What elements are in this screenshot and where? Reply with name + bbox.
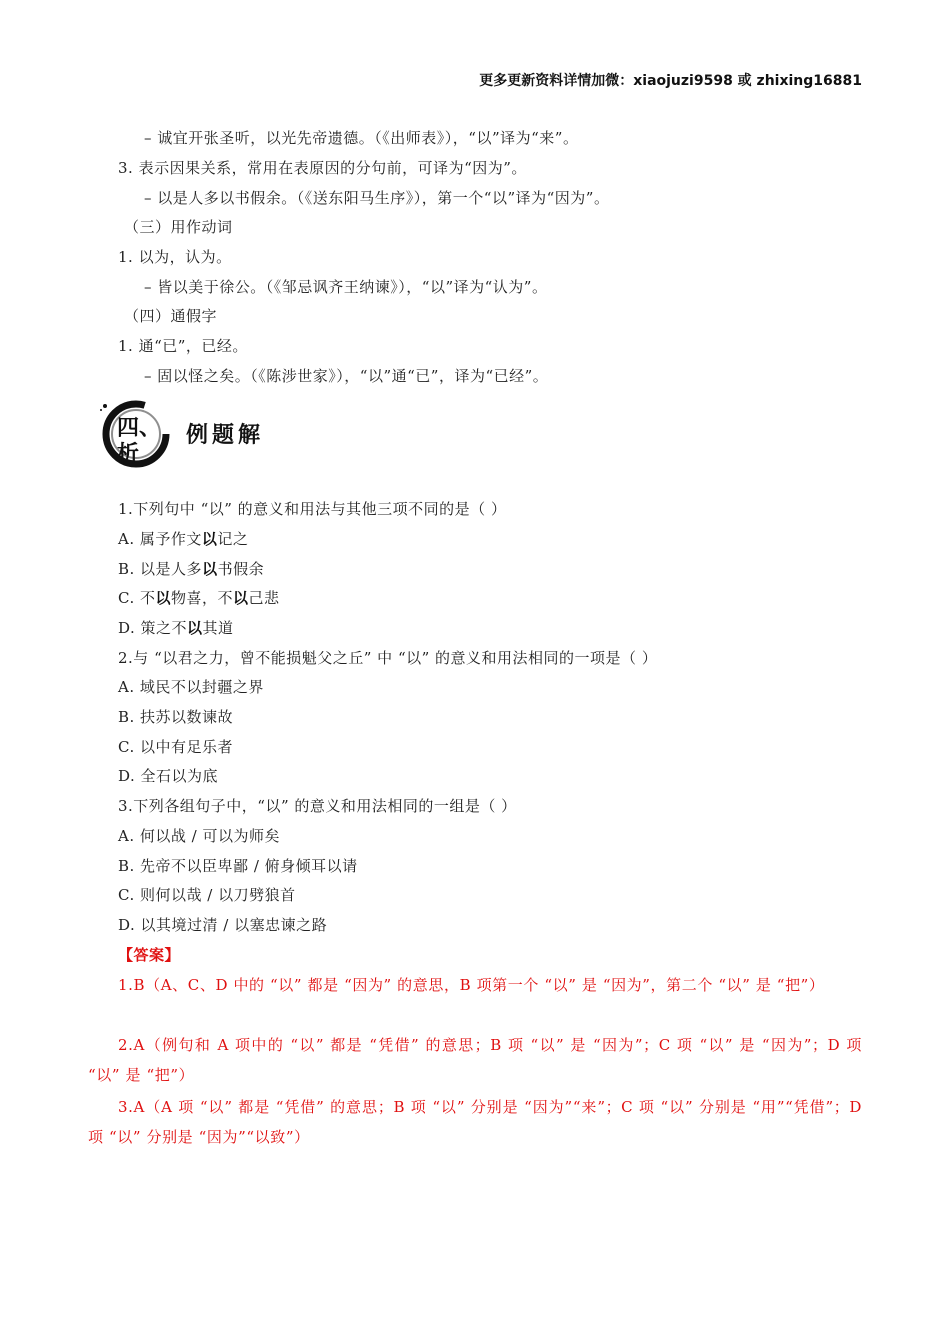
answer-1: 1.B（A、C、D 中的 “以” 都是 “因为” 的意思，B 项第一个 “以” 是 “因为”，第二个 “以” 是 “把”） (118, 976, 825, 994)
question-3-option-b: B. 先帝不以臣卑鄙 / 俯身倾耳以请 (118, 857, 358, 875)
question-2-option-d: D. 全石以为底 (118, 767, 219, 785)
example-songdongyang: – 以是人多以书假余。（《送东阳马生序》），第一个“以”译为“因为”。 (144, 189, 610, 207)
question-3-option-a: A. 何以战 / 可以为师矣 (118, 827, 280, 845)
answer-2: 2.A（例句和 A 项中的 “以” 都是 “凭借” 的意思；B 项 “以” 是 “因为”；C 项 “以” 是 “因为”；D 项 “以” 是 “把”） (88, 1036, 862, 1084)
question-1-option-a: A. 属予作文以记之 (118, 530, 249, 548)
section-number (117, 416, 162, 468)
question-1-option-c: C. 不以物喜，不以己悲 (118, 589, 280, 607)
section-number-line1: 四、 (117, 416, 162, 441)
example-chensheng: – 固以怪之矣。（《陈涉世家》），“以”通“已”，译为“已经”。 (144, 367, 549, 385)
answer-3: 3.A（A 项 “以” 都是 “凭借” 的意思；B 项 “以” 分别是 “因为”“来”；C 项 “以” 分别是 “用”“凭借”；D 项 “以” 分别是 “因为”“以致”） (88, 1098, 862, 1146)
question-1-option-d: D. 策之不以其道 (118, 619, 234, 637)
section-title: 例题解 (186, 423, 265, 448)
section-verb-heading: （三）用作动词 (124, 218, 233, 236)
usage-item-3: 3. 表示因果关系，常用在表原因的分句前，可译为“因为”。 (118, 159, 527, 177)
question-2-option-c: C. 以中有足乐者 (118, 738, 233, 756)
question-2-option-a: A. 域民不以封疆之界 (118, 678, 264, 696)
question-2-option-b: B. 扶苏以数谏故 (118, 708, 234, 726)
wechat-contact-note: 更多更新资料详情加微：xiaojuzi9598 或 zhixing16881 (479, 73, 862, 89)
question-1-stem: 1.下列句中 “以” 的意义和用法与其他三项不同的是（ ） (118, 500, 507, 518)
answer-label: 【答案】 (118, 946, 181, 964)
tongjia-item-1: 1. 通“已”，已经。 (118, 337, 248, 355)
section-number-line2: 析 (117, 442, 140, 467)
question-3-option-d: D. 以其境过清 / 以塞忠谏之路 (118, 916, 328, 934)
section-tongjia-heading: （四）通假字 (124, 307, 218, 325)
question-3-stem: 3.下列各组句子中，“以” 的意义和用法相同的一组是（ ） (118, 797, 517, 815)
verb-item-1: 1. 以为，认为。 (118, 248, 232, 266)
question-1-option-b: B. 以是人多以书假余 (118, 560, 265, 578)
question-2-stem: 2.与 “以君之力，曾不能损魁父之丘” 中 “以” 的意义和用法相同的一项是（ ） (118, 649, 658, 667)
example-zouji: – 皆以美于徐公。（《邹忌讽齐王纳谏》），“以”译为“认为”。 (144, 278, 548, 296)
question-3-option-c: C. 则何以哉 / 以刀劈狼首 (118, 886, 296, 904)
example-chushibiao: – 诚宜开张圣听，以光先帝遗德。（《出师表》），“以”译为“来”。 (144, 129, 579, 147)
